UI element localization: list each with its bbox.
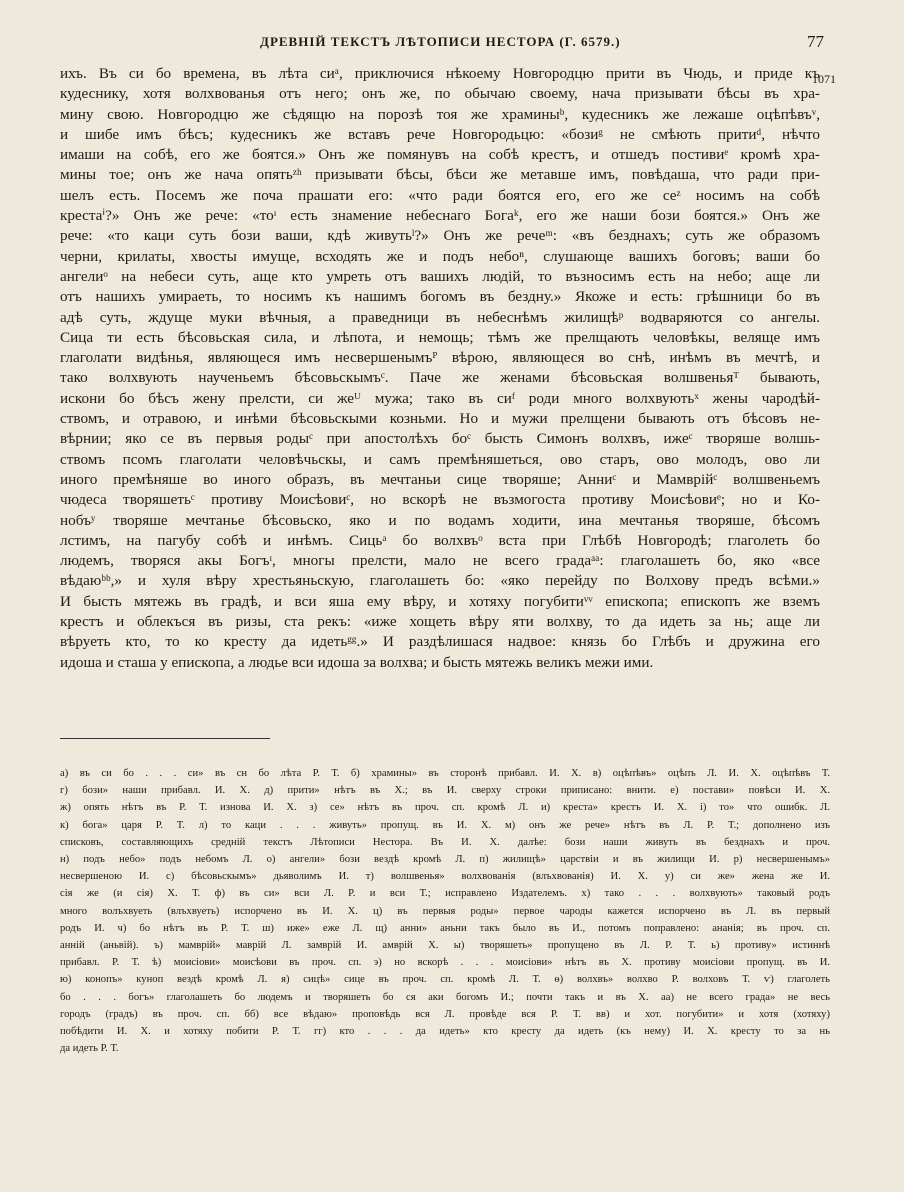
text-line: отъ нашихъ умираеть, то носимъ къ нашимъ богомъ въ бездну.» Якоже и есть: грѣшници бо въ: [60, 288, 820, 306]
text-line: людемъ, творяся акы Богъᶦ, многы прелсти, мало не всего градаᵃᵃ: глаголашеть бо, яко «все: [60, 552, 820, 570]
text-line: иного премѣняше во иного образъ, въ мечтаньи сице творяше; Анниᶜ и Мамврійᶜ волшвеньемъ: [60, 470, 820, 488]
running-title: ДРЕВНІЙ ТЕКСТЪ ЛѢТОПИСИ НЕСТОРА (Г. 6579.): [260, 34, 621, 49]
text-line: адѣ суть, ждуще муки вѣчныя, а праведници въ небеснѣмъ жилищѣᵖ водваряются со ангелы.: [60, 308, 820, 326]
text-line: ствомъ псомъ глаголати человѣчьскы, и самъ премѣняшеться, ово старъ, ово молодъ, ово ли: [60, 450, 820, 468]
text-line: вѣдаюᵇᵇ,» и хуля вѣру хрестьяньскую, глаголашеть бо: «яко перейду по Волхову предъ всѣми.»: [60, 572, 820, 590]
text-line: ихъ. Въ си бо времена, въ лѣта сиᵃ, приключися нѣкоему Новгородцю прити въ Чюдь, и приде къ: [60, 65, 820, 82]
margin-year: 1071: [812, 72, 836, 86]
text-line: имаши на собѣ, его же боятся.» Онъ же помянувъ на собѣ крестъ, и отшедъ постивиᵉ кромѣ хра-: [60, 146, 820, 164]
footnote-line: родъ И. ч) бо нѣтъ въ Р. Т. ш) иже» еже Л. щ) анни» аньни такъ было въ И., потомъ поправлено: ананія; въ проч. сп.: [60, 922, 830, 934]
footnote-line: да идеть Р. Т.: [60, 1043, 119, 1055]
text-line: кудеснику, хотя волхвованья отъ него; онъ же, по обычаю своему, нача призывати бѣсы въ хра-: [60, 85, 820, 103]
text-line: нобъʸ творяше мечтанье бѣсовьско, яко и по водамъ ходити, ина мечтанья творяше, бѣсомъ: [60, 511, 820, 529]
text-line: идоша и сташа у епископа, а людье вси идоша за волхва; и бысть мятежь великъ межи ими.: [60, 653, 654, 671]
page-header: [60, 34, 844, 56]
text-line: лстимъ, на пагубу собѣ и инѣмъ. Сицьᵃ бо волхвъᵒ вста при Глѣбѣ Новгородѣ; глаголеть бо: [60, 531, 820, 549]
text-line: рече: «то каци суть бози ваши, кдѣ живутьˡ?» Онъ же речеᵐ: «въ безднахъ; суть же образомъ: [60, 227, 820, 245]
footnotes-block: [60, 765, 830, 1057]
footnote-line: н) подъ небо» подъ небомъ Л. о) ангели» бози вездѣ кромѣ Л. п) жилищѣ» царствіи и въ жилищи И. р) несвершенымъ»: [60, 854, 830, 866]
text-line: и шибе имъ бѣсъ; кудесникъ же вставъ рече Новгородьцю: «бозиᵍ не смѣють притиᵈ, нѣчто: [60, 125, 820, 143]
text-line: шелъ есть. Посемъ же поча прашати его: «что ради боятся его, его же сеᶻ носимъ на собѣ: [60, 186, 820, 204]
footnote-line: побѣдити И. Х. и хотяху побити Р. Т. гг) кто . . . да идеть» кто кресту да идеть (къ нему) И. Х. кресту то за нь: [60, 1026, 830, 1038]
text-line: ангелиᵒ на небеси суть, аще кто умреть отъ вашихъ людій, то възносимъ есть на небо; аще ли: [60, 267, 820, 285]
footnote-line: много волъхвуеть (влъхвуеть) испорчено въ И. Х. ц) въ первыя роды» первое чароды кажется испорчено въ Л. въ первый: [60, 905, 830, 917]
text-line: крестъ и облекъся въ ризы, ста рекъ: «иже хощеть вѣру яти волхву, то да идеть за нь; аще ли: [60, 613, 820, 631]
footnote-line: сія же (и сія) Х. Т. ф) въ си» вси Л. Р. и вси Т.; исправлено Издателемъ. х) тако . . . волхвують» таковый родъ: [60, 888, 830, 900]
footnote-line: списковъ, составляющихъ средній текстъ Лѣтописи Нестора. Въ И. Х. далѣе: бози наши живуть въ безднахъ и проч.: [60, 836, 830, 848]
footnote-line: бо . . . богъ» глаголашеть бо людемъ и творяшеть бо ся аки богомъ И.; почти такъ и въ Х. аа) не всего града» не весь: [60, 991, 830, 1003]
text-line: Сица ти есть бѣсовьская сила, и лѣпота, и немощь; тѣмъ же прелщають человѣкы, велящe имъ: [60, 328, 820, 346]
text-line: мину свою. Новгородцю же сѣдящю на порозѣ тоя же храминыᵇ, кудесникъ же лежаше оцѣпѣвъᵛ,: [60, 105, 820, 123]
text-line: И бысть мятежь въ градѣ, и вси яша ему вѣру, и хотяху погубитиᵛᵛ епископа; епископъ же вземъ: [60, 592, 820, 610]
footnote-line: ж) опять нѣтъ въ Р. Т. изнова И. Х. з) се» нѣтъ въ проч. сп. кромѣ Л. и) креста» крестъ И. Х. і) то» что ошибк. Л.: [60, 802, 830, 814]
footnote-line: а) въ си бо . . . си» въ сн бо лѣта Р. Т. б) храмины» въ сторонѣ прибавл. И. Х. в) оцѣпѣвъ» оцѣпъ Л. И. Х. оцѣпѣвъ Т.: [60, 768, 830, 779]
text-line: искони бо бѣсъ жену прелсти, си жеᵁ мужа; тако въ сиᶠ роди много волхвуютьˣ жены чародѣй-: [60, 389, 820, 407]
text-line: чюдеса творяшетьᶜ противу Моисѣовиᶜ, но вскорѣ не възмогоста противу Моисѣовиᵉ; но и Ко-: [60, 491, 820, 509]
text-line: вѣрнии; яко се въ первыя родыᶜ при апостолѣхъ боᶜ бысть Симонъ волхвъ, ижеᶜ творяше волшь-: [60, 430, 820, 448]
footnote-divider: [60, 738, 270, 739]
footnote-line: несвершеною И. с) бѣсовьскымъ» дьяволимъ И. т) волшвенья» волхвованія (влъхвованія) И. Х. у) си же» жена же И.: [60, 871, 830, 883]
page-number: 77: [807, 32, 824, 51]
text-line: глаголати видѣнья, являющеся имъ несвершенымъᴾ вѣрою, являющеся во снѣ, инѣмъ въ мечтѣ, и: [60, 349, 820, 367]
text-line: мины тое; онъ же нача опятьᶻʰ призывати бѣсы, бѣси же метавше имъ, повѣдаша, что ради при-: [60, 166, 820, 184]
footnote-line: к) бога» царя Р. Т. л) то каци . . . живуть» пропущ. въ И. Х. м) онъ же рече» нѣтъ въ Л. Р. Т.; дополнено изъ: [60, 819, 830, 831]
text-line: черни, крилаты, хвосты имуще, всходять же и подъ небоⁿ, слушающе вашихъ боговъ; ваши бо: [60, 247, 820, 265]
footnote-line: г) бози» наши прибавл. И. Х. д) прити» нѣтъ въ Х.; въ И. сверху строки приписано: внити. е) постави» повѣси И. Х.: [60, 785, 830, 797]
text-line: крестаⁱ?» Онъ же рече: «тоᶦ есть знамение небеснаго Богаᵏ, его же наши бози боятся.» Онъ же: [60, 207, 820, 225]
footnote-line: городъ (градъ) въ проч. сп. бб) все вѣдаю» проповѣдь вся Л. провѣде вся Р. Т. вв) и хот. погубити» и хотя (хотяху): [60, 1008, 830, 1020]
footnote-line: ю) конопъ» куноп вездѣ кромѣ Л. я) сицѣ» сице въ проч. сп. кромѣ Л. Т. ѳ) волхвъ» волхво Р. волховъ Т. ѵ) глаголеть: [60, 974, 830, 986]
footnote-line: прибавл. Р. Т. ѣ) моисіови» моисѣови въ проч. сп. э) но вскорѣ . . . моисіови» нѣтъ въ Х. противу моисіови пропущ. въ И.: [60, 957, 830, 969]
text-line: ствомъ, и отравою, и инѣми бѣсовьскыми козньми. Но и мужи прелщени бывають отъ бѣсовъ не-: [60, 410, 820, 428]
footnote-line: анній (аньвій). ъ) мамврій» маврій Л. замврій И. амврій Х. ы) творяшеть» пропущено въ Л. Р. Т. ь) противу» истиннѣ: [60, 940, 830, 952]
main-text-block: [60, 64, 820, 673]
text-line: тако волхвують наученьемъ бѣсовьскымъᶜ. Паче же женами бѣсовьская волшвеньяᵀ бывають,: [60, 369, 820, 387]
text-line: вѣруеть кто, то ко кресту да идетьᵍᵍ.» И раздѣлишася надвое: князь бо Глѣбъ и дружина его: [60, 633, 820, 651]
